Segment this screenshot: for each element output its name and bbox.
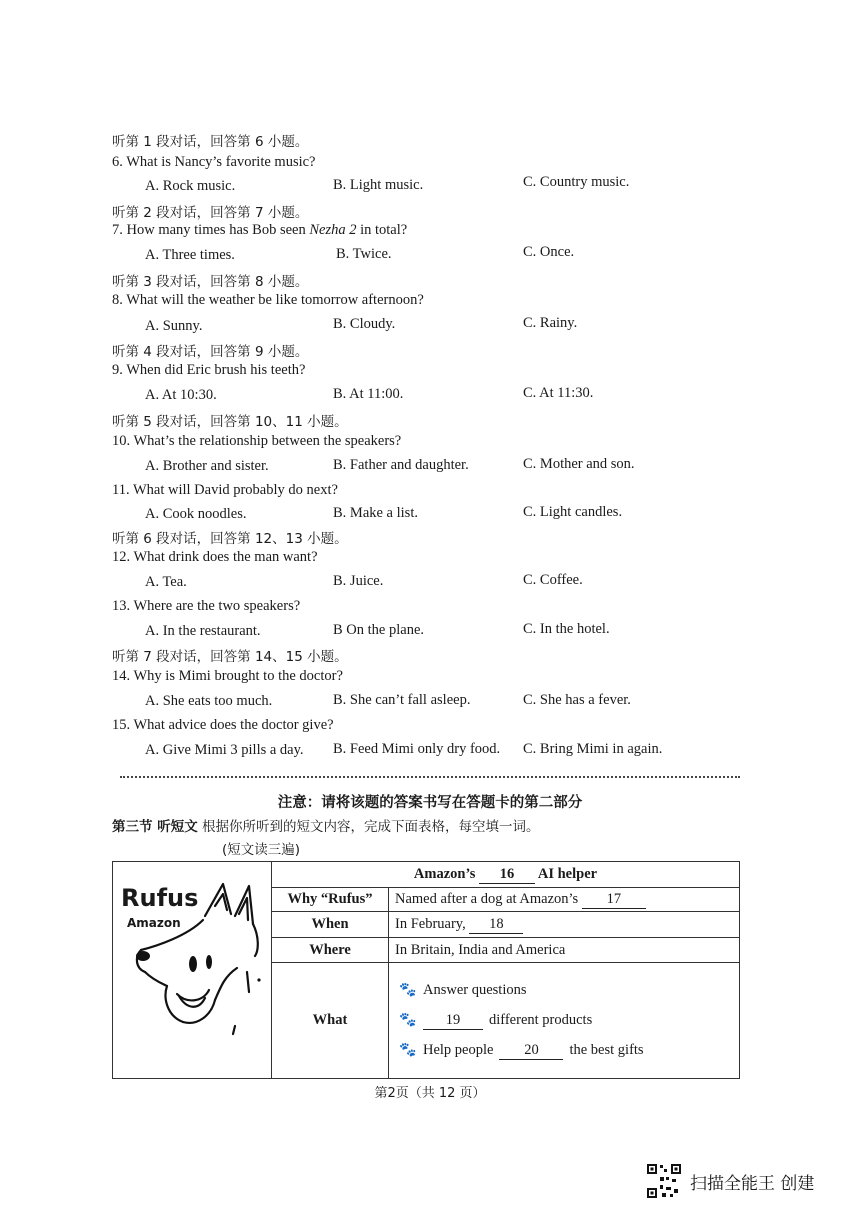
rufus-dog-illustration — [127, 876, 267, 1046]
instruction-dialogue-1: 听第 1 段对话，回答第 6 小题。 — [112, 134, 309, 150]
question-7: 7. How many times has Bob seen Nezha 2 in total? — [112, 222, 408, 238]
paw-icon: 🐾 — [399, 1043, 417, 1058]
q7-option-a: A. Three times. — [145, 247, 235, 263]
q14-option-a: A. She eats too much. — [145, 693, 273, 709]
q6-option-b: B. Light music. — [333, 177, 424, 193]
section3-instruction — [112, 815, 540, 835]
blank-16[interactable]: 16 — [479, 866, 535, 884]
question-13: 13. Where are the two speakers? — [112, 598, 301, 614]
q7-option-b: B. Twice. — [336, 246, 392, 262]
instruction-dialogue-5: 听第 5 段对话，回答第 10、11 小题。 — [112, 414, 348, 430]
rufus-logo-cell — [113, 862, 272, 1079]
q6-option-c: C. Country music. — [523, 174, 630, 190]
notice-heading: 注意：请将该题的答案书写在答题卡的第二部分 — [277, 795, 583, 811]
q9-option-b: B. At 11:00. — [333, 386, 404, 402]
q12-option-a: A. Tea. — [145, 574, 187, 590]
q14-option-c: C. She has a fever. — [523, 692, 631, 708]
instruction-dialogue-4: 听第 4 段对话，回答第 9 小题。 — [112, 344, 309, 360]
value-where: In Britain, India and America — [389, 938, 740, 963]
qr-code-icon — [646, 1163, 682, 1199]
q13-option-a: A. In the restaurant. — [145, 623, 261, 639]
q11-option-b: B. Make a list. — [333, 505, 418, 521]
amazon-ai-helper-table — [112, 861, 740, 1079]
q12-option-c: C. Coffee. — [523, 572, 583, 588]
q12-option-b: B. Juice. — [333, 573, 384, 589]
q9-option-a: A. At 10:30. — [145, 387, 217, 403]
question-9: 9. When did Eric brush his teeth? — [112, 362, 306, 378]
q8-option-b: B. Cloudy. — [333, 316, 396, 332]
question-14: 14. Why is Mimi brought to the doctor? — [112, 668, 343, 684]
label-why-rufus: Why “Rufus” — [272, 888, 389, 912]
section3-title: 第三节 听短文 — [112, 819, 198, 835]
question-6: 6. What is Nancy’s favorite music? — [112, 154, 316, 170]
q10-option-a: A. Brother and sister. — [145, 458, 269, 474]
blank-17[interactable]: 17 — [582, 891, 646, 909]
question-8: 8. What will the weather be like tomorrow afternoon? — [112, 292, 424, 308]
question-10: 10. What’s the relationship between the speakers? — [112, 433, 402, 449]
label-what: What — [272, 963, 389, 1079]
q8-option-a: A. Sunny. — [145, 318, 203, 334]
instruction-dialogue-3: 听第 3 段对话，回答第 8 小题。 — [112, 274, 309, 290]
blank-20[interactable]: 20 — [499, 1042, 563, 1060]
scanner-brand-text: 扫描全能王 创建 — [690, 1174, 815, 1194]
instruction-dialogue-2: 听第 2 段对话，回答第 7 小题。 — [112, 205, 309, 221]
value-why-rufus: Named after a dog at Amazon’s 17 — [389, 888, 740, 912]
blank-18[interactable]: 18 — [469, 916, 523, 934]
question-15: 15. What advice does the doctor give? — [112, 717, 334, 733]
what-item-2: 🐾 19 different products — [399, 1011, 593, 1028]
q13-option-c: C. In the hotel. — [523, 621, 610, 637]
q14-option-b: B. She can’t fall asleep. — [333, 692, 471, 708]
value-what — [389, 963, 740, 1079]
rufus-logo-text: Rufus — [121, 884, 199, 912]
instruction-dialogue-7: 听第 7 段对话，回答第 14、15 小题。 — [112, 649, 348, 665]
q10-option-c: C. Mother and son. — [523, 456, 635, 472]
label-where: Where — [272, 938, 389, 963]
amazon-logo-text: Amazon — [127, 916, 181, 930]
q11-option-a: A. Cook noodles. — [145, 506, 247, 522]
table-header: Amazon’s 16 AI helper — [272, 862, 740, 888]
question-12: 12. What drink does the man want? — [112, 549, 318, 565]
section3-directions: 根据你所听到的短文内容，完成下面表格，每空填一词。 — [202, 819, 540, 835]
label-when: When — [272, 912, 389, 938]
paw-icon: 🐾 — [399, 1013, 417, 1028]
question-11: 11. What will David probably do next? — [112, 482, 338, 498]
q8-option-c: C. Rainy. — [523, 315, 578, 331]
q15-option-c: C. Bring Mimi in again. — [523, 741, 663, 757]
section3-repeat-note: (短文读三遍) — [222, 842, 301, 858]
q15-option-a: A. Give Mimi 3 pills a day. — [145, 742, 304, 758]
q11-option-c: C. Light candles. — [523, 504, 623, 520]
what-item-1: 🐾 Answer questions — [399, 982, 527, 998]
paw-icon: 🐾 — [399, 983, 417, 998]
instruction-dialogue-6: 听第 6 段对话，回答第 12、13 小题。 — [112, 531, 348, 547]
q7-option-c: C. Once. — [523, 244, 575, 260]
value-when: In February, 18 — [389, 912, 740, 938]
dotted-separator — [120, 776, 740, 778]
blank-19[interactable]: 19 — [423, 1012, 483, 1030]
q9-option-c: C. At 11:30. — [523, 385, 594, 401]
what-item-3: 🐾 Help people 20 the best gifts — [399, 1041, 644, 1058]
q10-option-b: B. Father and daughter. — [333, 457, 469, 473]
q13-option-b: B On the plane. — [333, 622, 425, 638]
page-number: 第2页（共 12 页） — [374, 1086, 486, 1101]
q15-option-b: B. Feed Mimi only dry food. — [333, 741, 501, 757]
q6-option-a: A. Rock music. — [145, 178, 236, 194]
